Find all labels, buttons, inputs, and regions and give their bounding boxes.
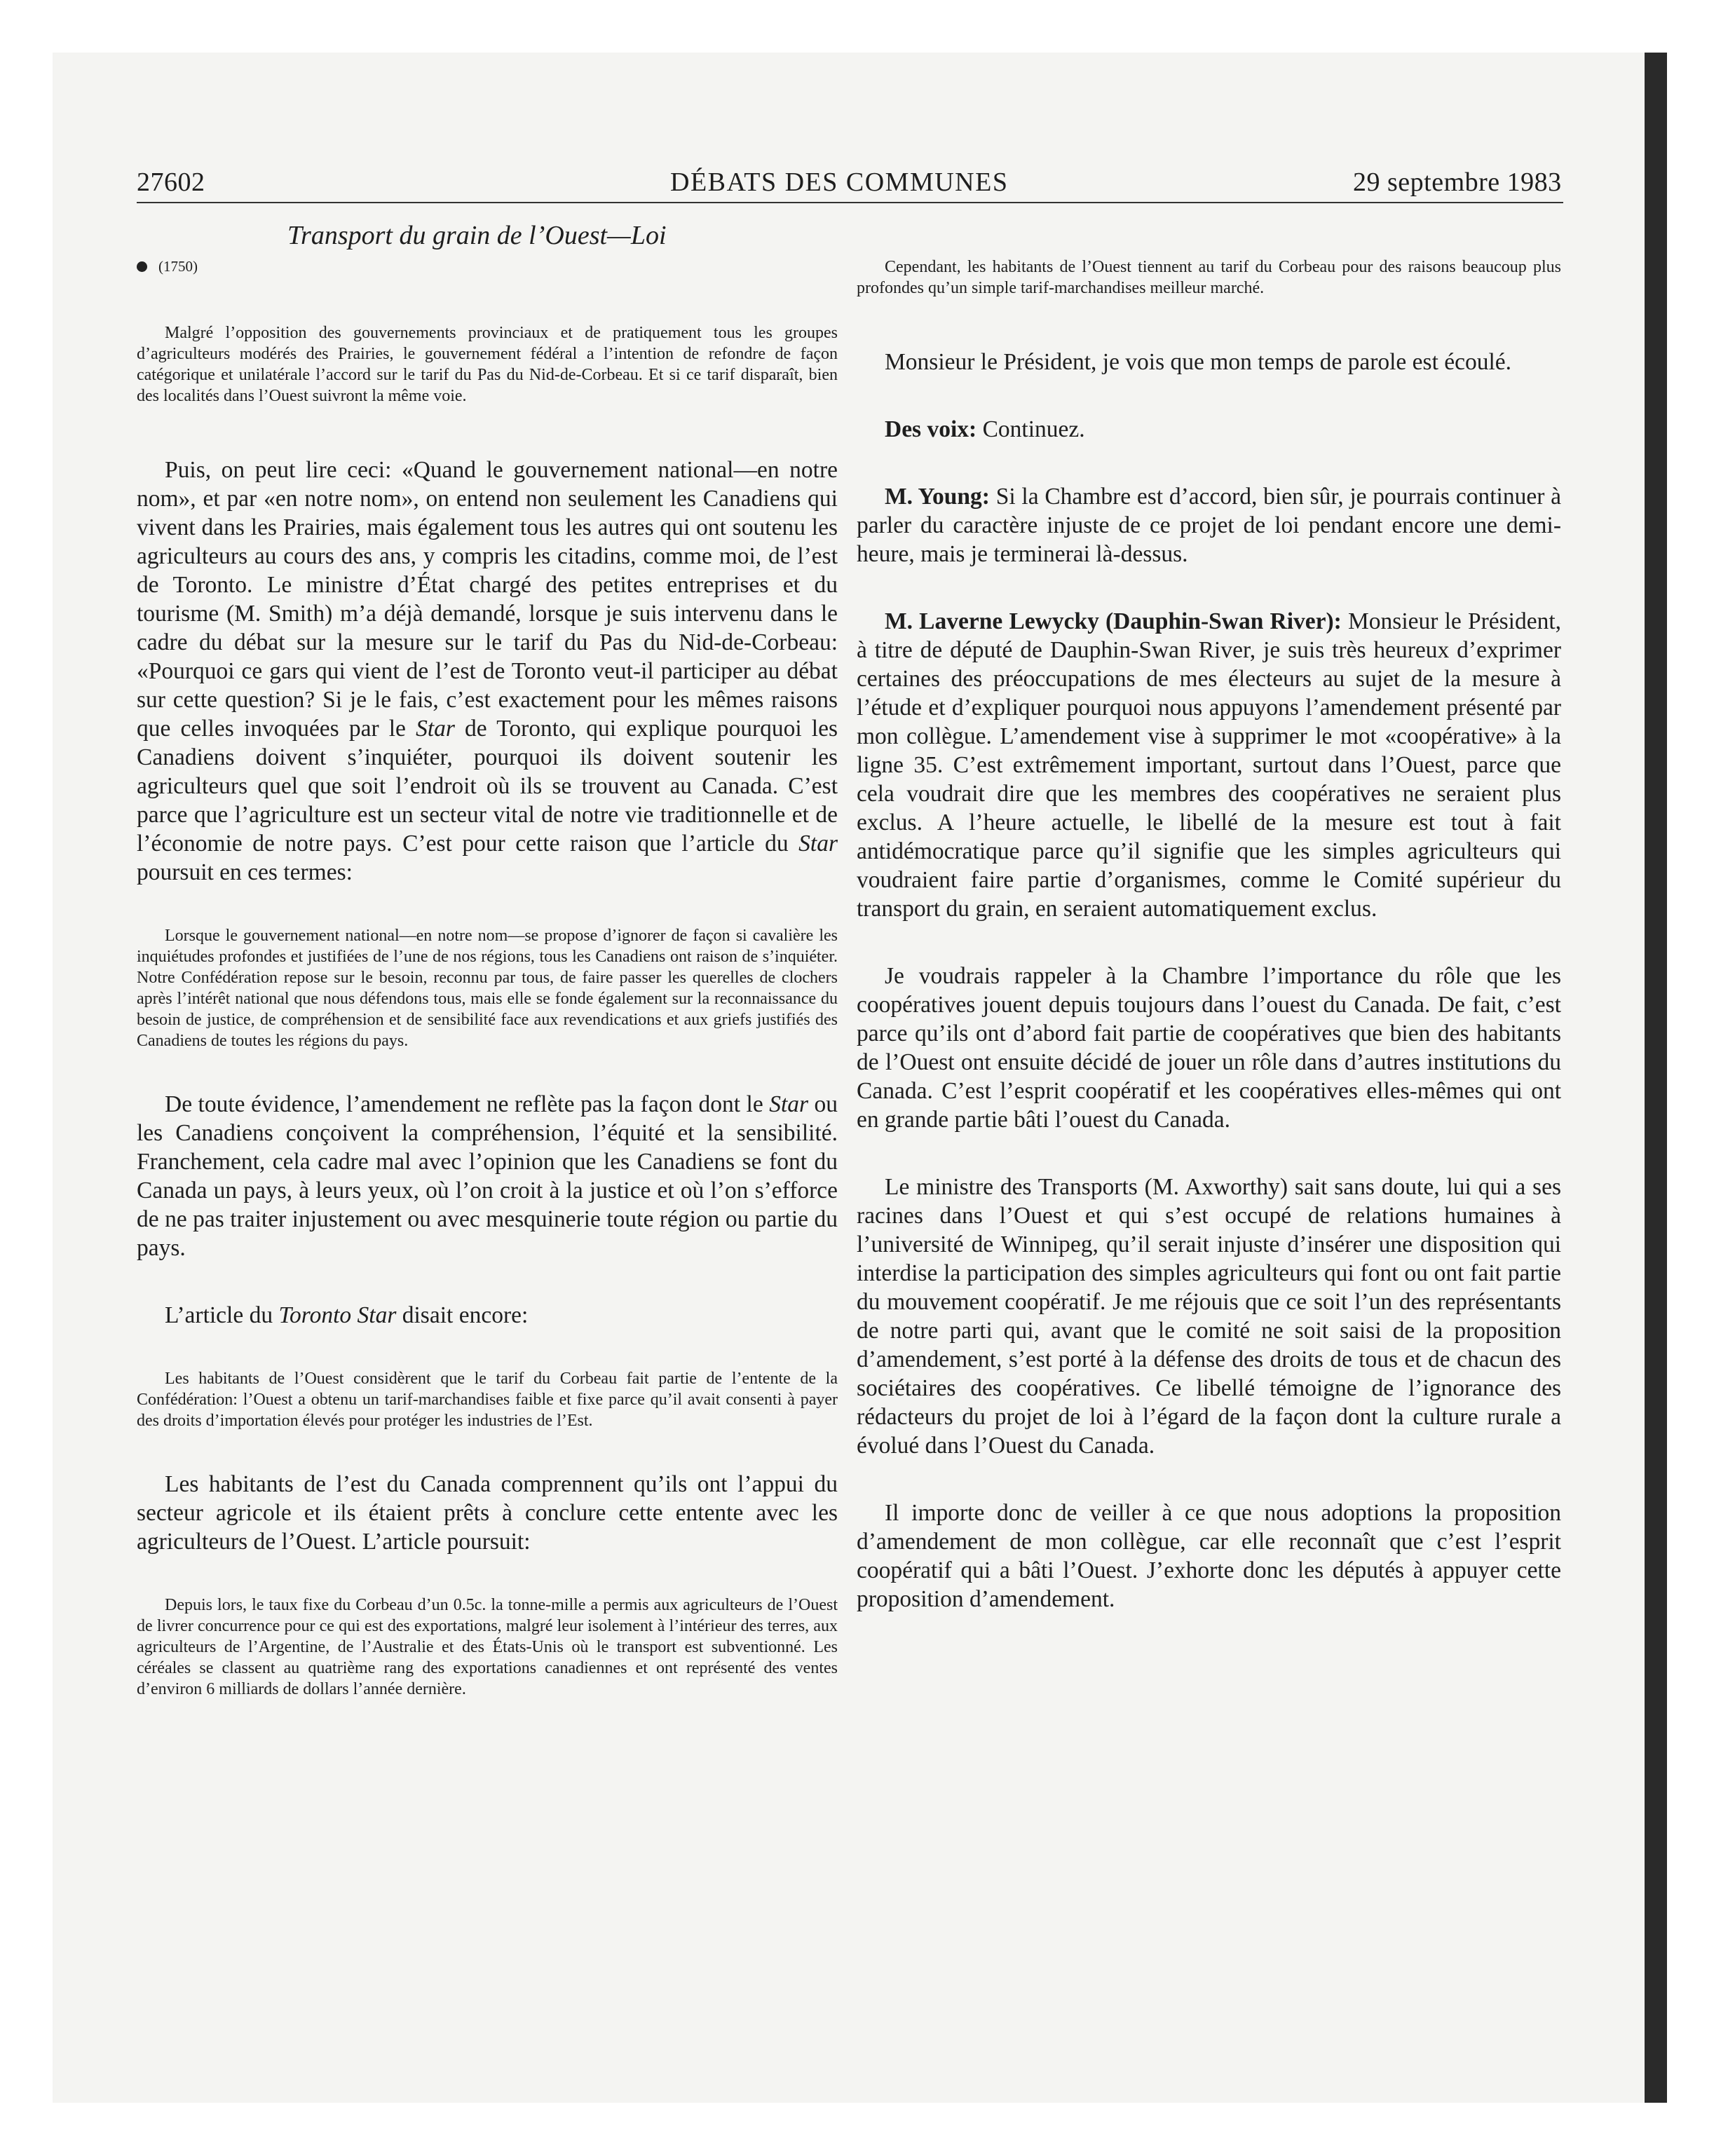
publication-title: DÉBATS DES COMMUNES: [670, 168, 1009, 197]
scan-edge: [1645, 53, 1667, 2103]
quote-paragraph: Cependant, les habitants de l’Ouest tiennent au tarif du Corbeau pour des raisons beaucoup plus profondes qu’un simple tarif-marchandises meilleur marché.: [857, 258, 1561, 297]
italic-star: Star: [416, 716, 455, 742]
body-paragraph: De toute évidence, l’amendement ne reflète pas la façon dont le Star ou les Canadiens conçoivent la compréhension, l’équité et la sensibilité. Franchement, cela cadre mal avec l’opinion que les Canadiens se font du Canada un pays, à leurs yeux, où l’on croit à la justice et où l’on s’efforce de ne pas traiter injustement ou avec mesquinerie toute région ou partie du pays.: [137, 1091, 838, 1261]
quote-paragraph: Lorsque le gouvernement national—en notre nom—se propose d’ignorer de façon si cavalière les inquiétudes profondes et justifiées de l’une de nos régions, tous les Canadiens ont raison de s’inquiéter. Notre Confédération repose sur le besoin, reconnu par tous, de faire passer les querelles de clochers après l’intérêt national que nous défendons tous, mais elle se fonde également sur la reconnaissance du besoin de justice, de compréhension et de sensibilité face aux revendications et aux griefs justifiés des Canadiens de toutes les régions du pays.: [137, 927, 838, 1050]
italic-toronto-star: Toronto Star: [278, 1302, 397, 1328]
running-subtitle: Transport du grain de l’Ouest—Loi: [287, 221, 667, 250]
quote-paragraph: Malgré l’opposition des gouvernements provinciaux et de pratiquement tous les groupes d’agriculteurs modérés des Prairies, le gouvernement fédéral a l’intention de refondre de façon catégorique et unilatérale l’accord sur le tarif du Pas du Nid-de-Corbeau. Et si ce tarif disparaît, bien des localités dans l’Ouest suivront la même voie.: [137, 324, 838, 405]
speech-voices: Des voix: Continuez.: [885, 416, 1085, 442]
bullet-icon: [137, 261, 147, 272]
body-paragraph: Il importe donc de veiller à ce que nous adoptions la proposition d’amendement de mon collègue, car elle reconnaît que c’est l’esprit coopératif qui a bâti l’Ouest. J’exhorte donc les députés à appuyer cette proposition d’amendement.: [857, 1500, 1561, 1612]
right-column: [857, 257, 1561, 1613]
body-paragraph: Je voudrais rappeler à la Chambre l’importance du rôle que les coopératives jouent depuis toujours dans l’ouest du Canada. De fait, c’est parce qu’ils ont d’abord fait partie de coopératives que bien des habitants de l’Ouest ont ensuite décidé de jouer un rôle dans d’autres institutions du Canada. C’est l’esprit coopératif et les coopératives elles-mêmes qui ont en grande partie bâti l’ouest du Canada.: [857, 963, 1561, 1133]
body-paragraph: Les habitants de l’est du Canada comprennent qu’ils ont l’appui du secteur agricole et ils étaient prêts à conclure cette entente avec les agriculteurs de l’Ouest. L’article poursuit:: [137, 1471, 838, 1555]
speaker-name: Des voix:: [885, 416, 977, 442]
page-date: 29 septembre 1983: [1353, 168, 1562, 197]
body-paragraph: Le ministre des Transports (M. Axworthy) sait sans doute, lui qui a ses racines dans l’Ouest et qui s’est occupé de relations humaines à l’université de Winnipeg, qu’il serait injuste d’insérer une disposition qui interdise la participation des simples agriculteurs qui font ou ont fait partie du mouvement coopératif. Je me réjouis que ce soit l’un des représentants de notre parti qui, avant que le comité ne soit saisi de la proposition d’amendement, s’est porté à la défense des droits de tous et de chacun des sociétaires des coopératives. Ce libellé témoigne de l’ignorance des rédacteurs du projet de loi à l’égard de la façon dont la culture rurale a évolué dans l’Ouest du Canada.: [857, 1174, 1561, 1459]
speech-young: M. Young: Si la Chambre est d’accord, bien sûr, je pourrais continuer à parler du caractère injuste de ce projet de loi pendant encore une demi-heure, mais je terminerai là-dessus.: [857, 484, 1561, 567]
timestamp-text: (1750): [158, 258, 198, 275]
speaker-name: M. Laverne Lewycky (Dauphin-Swan River):: [885, 608, 1342, 634]
italic-star: Star: [798, 831, 838, 857]
quote-paragraph: Depuis lors, le taux fixe du Corbeau d’un 0.5c. la tonne-mille a permis aux agriculteurs de l’Ouest de livrer concurrence pour ce qui est des exportations, malgré leur isolement à l’intérieur des terres, aux agriculteurs de l’Argentine, de l’Australie et des États-Unis où le transport est subventionné. Les céréales se classent au quatrième rang des exportations canadiennes et ont représenté des ventes d’environ 6 milliards de dollars l’année dernière.: [137, 1596, 838, 1698]
body-paragraph: L’article du Toronto Star disait encore:: [165, 1302, 529, 1328]
header-rule: [137, 202, 1563, 203]
speaker-name: M. Young:: [885, 484, 990, 510]
speech-lewycky: M. Laverne Lewycky (Dauphin-Swan River): Monsieur le Président, à titre de député de Dauphin-Swan River, je suis très heureux d’exprimer certaines des préoccupations de mes électeurs au sujet de la mesure à l’étude et d’expliquer pourquoi nous appuyons l’amendement présenté par mon collègue. L’amendement vise à supprimer le mot «coopérative» à la ligne 35. C’est extrêmement important, surtout dans l’Ouest, parce que cela voudrait dire que les membres des coopératives ne seraient plus exclus. A l’heure actuelle, le libellé de la mesure est tout à fait antidémocratique parce qu’il signifie que les simples agriculteurs qui voudraient faire partie d’organismes, comme le Comité supérieur du transport du grain, en seraient automatiquement exclus.: [857, 608, 1561, 922]
quote-paragraph: Les habitants de l’Ouest considèrent que le tarif du Corbeau fait partie de l’entente de la Confédération: l’Ouest a obtenu un tarif-marchandises faible et fixe parce qu’il avait consenti à payer des droits d’importation élevés pour protéger les industries de l’Est.: [137, 1370, 838, 1430]
left-column: [137, 322, 838, 1700]
timestamp: [137, 257, 198, 276]
italic-star: Star: [769, 1091, 809, 1117]
body-paragraph: Monsieur le Président, je vois que mon temps de parole est écoulé.: [885, 349, 1512, 375]
body-paragraph: Puis, on peut lire ceci: «Quand le gouvernement national—en notre nom», et par «en notre nom», on entend non seulement les Canadiens qui vivent dans les Prairies, mais également tous les autres qui ont soutenu les agriculteurs au cours des ans, y compris les citadins, comme moi, de l’est de Toronto. Le ministre d’État chargé des petites entreprises et du tourisme (M. Smith) m’a déjà demandé, lorsque je suis intervenu dans le cadre du débat sur la mesure sur le tarif du Pas du Nid-de-Corbeau: «Pourquoi ce gars qui vient de l’est de Toronto veut-il participer au débat sur cette question? Si je le fais, c’est exactement pour les mêmes raisons que celles invoquées par le Star de Toronto, qui explique pourquoi les Canadiens doivent s’inquiéter, pourquoi ils doivent soutenir les agriculteurs quel que soit l’endroit où ils se trouvent au Canada. C’est parce que l’agriculture est un secteur vital de notre vie traditionnelle et de l’économie de notre pays. C’est pour cette raison que l’article du Star poursuit en ces termes:: [137, 457, 838, 885]
page-number: 27602: [137, 168, 205, 197]
